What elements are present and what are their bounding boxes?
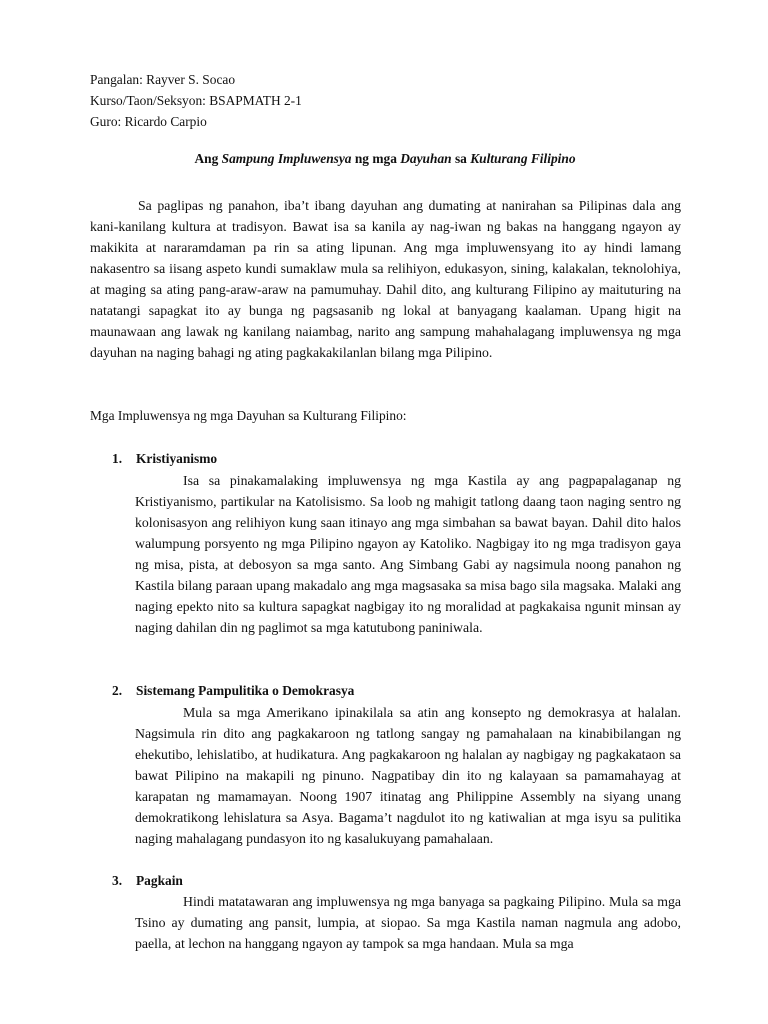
item-1-heading: 1. Kristiyanismo [112,451,218,466]
intro-paragraph: Sa paglipas ng panahon, iba’t ibang dayuhan ang dumating at nanirahan sa Pilipinas dala ang kani-kanilang kultura at tradisyon. Bawat isa sa kanila ay nag-iwan ng bakas na hanggang ngayon ay makikita at nararamdaman pa rin sa ating lipunan. Ang mga impluwensyang ito ay hindi lamang nakasentro sa iisang aspeto kundi sumaklaw mula sa relihiyon, edukasyon, sining, kalakalan, teknolohiya, at maging sa ating pang-araw-araw na pamumuhay. Dahil dito, ang kulturang Filipino ay maituturing na natatangi sapagkat ito ay bunga ng pagsasanib ng lokal at banyagang kaalaman. Upang higit na maunawaan ang lawak ng kanilang naiambag, narito ang sampung mahahalagang impluwensya ng mga dayuhan na naging bahagi ng ating pagkakakilanlan bilang mga Pilipino. [90,198,681,360]
student-name: Pangalan: Rayver S. Socao [90,72,236,87]
item-2-paragraph: Mula sa mga Amerikano ipinakilala sa atin ang konsepto ng demokrasya at halalan. Nagsimula rin dito ang pagkakaroon ng tatlong sangay ng pamahalaan na kinabibilangan ng ehekutibo, lehislatibo, at hudikatura. Ang pagkakaroon ng halalan ay nagbigay ng pagkakataon sa bawat Pilipino na makapili ng pinuno. Nagpatibay din ito ng kalayaan sa pamamahayag at karapatan ng mamamayan. Noong 1907 itinatag ang Philippine Assembly na siyang unang demokratikong lehislatura sa Asya. Bagama’t nagdulot ito ng katiwalian at mga isyu sa pulitika naging mahalagang pundasyon ito ng kasalukuyang pamahalaan. [135,705,681,846]
teacher-name: Guro: Ricardo Carpio [90,114,207,129]
item-1-paragraph: Isa sa pinakamalaking impluwensya ng mga Kastila ay ang pagpapalaganap ng Kristiyanismo, partikular na Katolisismo. Sa loob ng mahigit tatlong daang taon naging sentro ng kolonisasyon ang relihiyon kung saan itinayo ang mga simbahan sa bawat bayan. Dahil dito halos walumpung porsyento ng mga Pilipino ngayon ay Katoliko. Nagbigay ito ng mga tradisyon gaya ng misa, pista, at debosyon sa mga santo. Ang Simbang Gabi ay nagsimula noong panahon ng Kastila bilang paraan upang makadalo ang mga magsasaka sa misa bago sila magsaka. Malaki ang naging epekto nito sa kultura sapagkat nagbigay ito ng moralidad at pagkakaisa ngunit minsan ay naging dahilan din ng paglimot sa mga katutubong paniniwala. [135,473,681,635]
item-3-paragraph: Hindi matatawaran ang impluwensya ng mga banyaga sa pagkaing Pilipino. Mula sa mga Tsino ay dumating ang pansit, lumpia, at siopao. Sa mga Kastila naman nagmula ang adobo, paella, at lechon na hanggang ngayon ay tampok sa mga handaan. Mula sa mga [135,894,681,951]
list-heading: Mga Impluwensya ng mga Dayuhan sa Kulturang Filipino: [90,408,407,423]
item-2-heading: 2. Sistemang Pampulitika o Demokrasya [112,683,355,698]
item-3-heading: 3. Pagkain [112,873,183,888]
course-section: Kurso/Taon/Seksyon: BSAPMATH 2-1 [90,93,302,108]
document-title: Ang Sampung Impluwensya ng mga Dayuhan sa Kulturang Filipino [194,151,576,166]
